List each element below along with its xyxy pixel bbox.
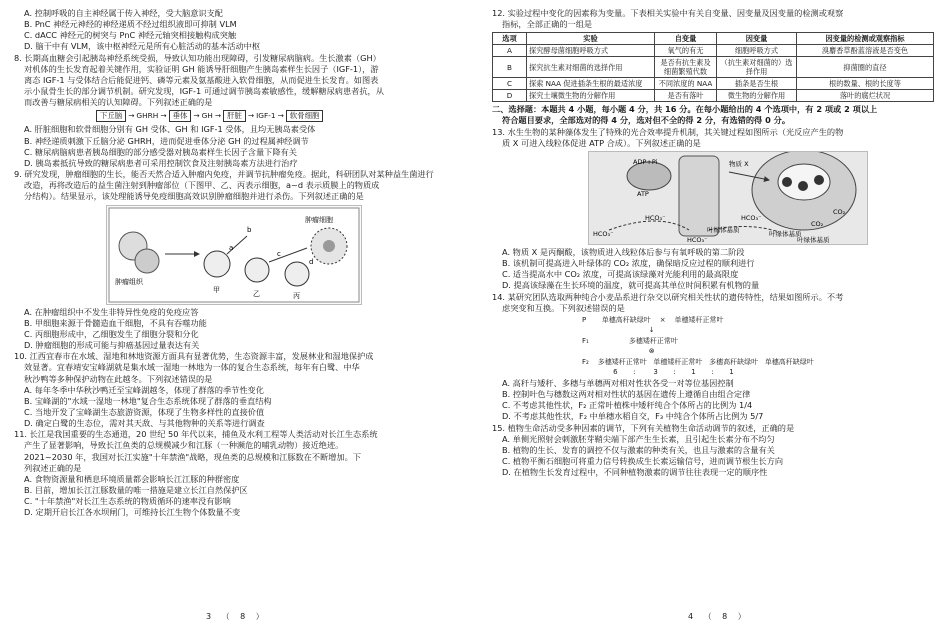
arrow-icon: → — [193, 111, 200, 121]
question-text: 14. 某研究团队选取两种纯合小麦品系进行杂交以研究相关性状的遗传特性，结果如图所示。不考 — [492, 291, 844, 302]
label-stroma: 叶绿体基质 — [707, 225, 740, 234]
option-line: A. 在肿瘤组织中不发生非特异性免疫的免疫应答 — [24, 306, 199, 317]
label-co2: CO₂ — [833, 207, 846, 216]
question-text: 秋沙鸭等多种保护动物在此越冬。下列叙述错误的是 — [24, 373, 213, 384]
question-13 — [492, 127, 934, 292]
label-d: d — [309, 257, 314, 266]
label-tumor-tissue: 肿瘤组织 — [115, 277, 143, 286]
table-header-row — [493, 33, 934, 45]
section-heading: 符合题目要求，全部选对的得 4 分，选对但不全的得 2 分，有选错的得 0 分。 — [502, 115, 791, 126]
table-header: 选项 — [493, 33, 527, 45]
option-line: A. 物质 X 是丙酮酸，该物质进入线粒体后参与有氧呼吸的第二阶段 — [502, 246, 745, 257]
q7-options — [14, 8, 456, 53]
option-line: A. 肝脏细胞和软骨细胞分别有 GH 受体、GH 和 IGF-1 受体，且均无胰岛素受体 — [24, 124, 316, 135]
question-text: 而改善与糖尿病相关的认知障碍。下列叙述正确的是 — [24, 97, 213, 108]
table-cell: 探究酵母菌细胞呼吸方式 — [527, 45, 655, 57]
table-row — [493, 57, 934, 78]
table-row — [493, 45, 934, 57]
table-header: 自变量 — [655, 33, 717, 45]
question-text: 12. 实验过程中变化的因素称为变量。下表相关实验中有关自变量、因变量及因变量的检测或观察 — [492, 8, 844, 18]
algae-mechanism-figure — [588, 151, 868, 245]
option-line: C. "十年禁渔"对长江生态系统的物质循环的速率没有影响 — [24, 496, 231, 507]
table-cell: 插条是否生根 — [717, 78, 797, 90]
table-cell: C — [493, 78, 527, 90]
question-11 — [14, 429, 456, 518]
question-12 — [492, 8, 934, 102]
arrow-icon: → — [277, 111, 284, 121]
genetics-cross-diagram — [582, 315, 934, 378]
table-cell: B — [493, 57, 527, 78]
table-cell: 探究抗生素对细菌的选择作用 — [527, 57, 655, 78]
question-text: 2021~2030 年，我国对长江实施"十年禁渔"战略，现鱼类的总规模和江豚数在不断增加。下 — [24, 451, 362, 462]
flow-node: 垂体 — [169, 110, 192, 122]
table-cell: 落叶的腐烂状况 — [797, 90, 934, 102]
question-text: 8. 长期高血糖会引起胰岛神经系统受损，导致认知功能出现障碍，引发糖尿病脑病。生长激素（GH） — [14, 52, 381, 63]
table-header: 实验 — [527, 33, 655, 45]
option-line: D. 肿瘤细胞的形成可能与抑癌基因过量表达有关 — [24, 340, 200, 351]
option-line: D. 不考虑其他性状，F₂ 中单穗水稻自交，F₃ 中纯合个体所占比例为 5/7 — [502, 411, 764, 422]
question-9 — [14, 169, 456, 351]
question-text: 产生了显著影响，导致长江鱼类的总规模减少和江豚（一种濒危的哺乳动物）接近绝迹。 — [24, 440, 344, 451]
table-row — [493, 78, 934, 90]
label-adp-pi: ADP+Pi — [633, 157, 658, 166]
table-cell: 细胞呼吸方式 — [717, 45, 797, 57]
section-2-instructions — [492, 104, 934, 126]
option-line: D. 提高该绿藻在生长环境的温度，就可提高其单位时间积累有机物的量 — [502, 280, 760, 291]
option-line: A. 高秆与矮秆、多穗与单穗两对相对性状各受一对等位基因控制 — [502, 377, 734, 388]
question-text: 质 X 可进入线粒体促进 ATP 合成）。下列叙述正确的是 — [502, 137, 701, 148]
question-text: 10. 江西宜春市在水域、湿地和林地资源方面具有显著优势，生态资源丰富，发展林业和湿地保护成 — [14, 351, 374, 362]
option-line: A. 每年冬季中华秋沙鸭迁至宝峰湖越冬，体现了群落的季节性变化 — [24, 384, 264, 395]
label-cell-yi: 乙 — [253, 289, 260, 298]
genetics-row: F₂ 多穗矮秆正常叶 单穗矮秆正常叶 多穗高秆缺绿叶 单穗高秆缺绿叶 — [582, 357, 814, 366]
arrow-icon: → — [160, 111, 167, 121]
option-line: C. dACC 神经元的树突与 PnC 神经元轴突相接触构成突触 — [24, 30, 237, 41]
genetics-row: P 单穗高秆缺绿叶 × 单穗矮秆正常叶 — [582, 315, 724, 324]
option-line: B. 甲细胞来源于骨髓造血干细胞，不具有吞噬功能 — [24, 317, 207, 328]
question-text: 改造，再将改造后的益生菌注射到肿瘤部位（下图甲、乙、丙表示细胞，a~d 表示质膜上的物质成 — [24, 180, 380, 191]
option-line: A. 食物资源量和栖息环境质量都会影响长江江豚的种群密度 — [24, 473, 240, 484]
table-cell: 微生物的分解作用 — [717, 90, 797, 102]
option-line: B. PnC 神经元神经的神经递质不经过组织液即可抑制 VLM — [24, 19, 237, 30]
algae-diagram-svg — [589, 152, 867, 244]
experiment-table — [492, 32, 934, 102]
question-text: 13. 水生生物的某种藻体发生了特殊的光合效率提升机制，其关键过程如图所示（光反应产生的物 — [492, 126, 844, 137]
immune-cell-figure — [106, 205, 362, 305]
label-stroma: 叶绿体基质 — [797, 235, 830, 244]
question-text: 15. 植物生命活动受多种因素的调节，下列有关植物生命活动调节的叙述，正确的是 — [492, 422, 795, 433]
option-line: D. 脑干中有 VLM，该中枢神经元是所有心脏活动的基本活动中枢 — [24, 41, 261, 52]
flow-node: GHRH — [136, 111, 159, 121]
flow-node: GH — [201, 111, 213, 121]
page-number: 4 （ 8 ） — [688, 612, 750, 621]
table-row — [493, 90, 934, 102]
label-co2: CO₂ — [811, 219, 824, 228]
table-cell: （抗生素对细菌的）选择作用 — [717, 57, 797, 78]
arrow-icon: → — [214, 111, 222, 121]
question-text: 虑突变和互换。下列叙述错误的是 — [502, 302, 625, 313]
question-text: 列叙述正确的是 — [24, 462, 82, 473]
genetics-row: ⊗ — [582, 347, 655, 356]
question-text: 9. 研究发现，肿瘤细胞的生长，能否天然合适入肿瘤内免疫，并调节抗肿瘤免疫。据此，科研团队对某种益生菌进行 — [14, 169, 434, 180]
genetics-row: 6 : 3 : 1 : 1 — [582, 368, 734, 377]
arrow-icon: → — [247, 111, 255, 121]
table-cell: 溴麝香草酚蓝溶液是否变色 — [797, 45, 934, 57]
option-line: D. 在植物生长发育过程中，不同种植物激素的调节往往表现一定的顺序性 — [502, 467, 768, 478]
genetics-row: ↓ — [582, 326, 655, 335]
question-text: 11. 长江是我国重要的生态通道，20 世纪 50 年代以来，捕鱼及水利工程等人类活动对长江生态系统 — [14, 429, 378, 440]
label-hco3: HCO₃⁻ — [687, 235, 708, 244]
option-line: C. 不考虑其他性状，F₂ 正常叶植株中矮秆纯合个体所占的比例为 1/4 — [502, 400, 753, 411]
label-substance-x: 物质 X — [729, 159, 749, 168]
question-text: 分结构）。结果显示，该处理能诱导免疫细胞高效识别肿瘤细胞并进行杀伤。下列叙述正确的是 — [24, 191, 364, 202]
option-line: A. 控制呼吸的自主神经属于传入神经，受大脑意识支配 — [24, 8, 223, 18]
label-cell-jia: 甲 — [213, 285, 220, 294]
hormone-flow-diagram — [96, 110, 456, 122]
option-line: C. 植物平衡石细胞可将重力信号转换成生长素运输信号，进而调节根生长方向 — [502, 455, 784, 466]
table-cell: 探索 NAA 促进插条生根的最适浓度 — [527, 78, 655, 90]
left-page-column — [14, 8, 456, 620]
table-cell: 抑菌圈的直径 — [797, 57, 934, 78]
option-line: A. 单侧光照射会刺激胚芽鞘尖端下部产生生长素，且引起生长素分布不均匀 — [502, 433, 775, 444]
label-b: b — [247, 225, 252, 234]
option-line: B. 宝峰湖的"水域一湿地一林地"复合生态系统体现了群落的垂直结构 — [24, 395, 272, 406]
table-cell: A — [493, 45, 527, 57]
option-line: C. 适当提高水中 CO₂ 浓度，可提高该绿藻对光能利用的最高限度 — [502, 269, 739, 280]
flow-node: IGF-1 — [256, 111, 276, 121]
table-cell: D — [493, 90, 527, 102]
question-15 — [492, 423, 934, 479]
question-text: 指标，全部正确的一组是 — [502, 19, 593, 30]
label-tumor-cell: 肿瘤细胞 — [305, 215, 333, 224]
option-line: D. 胰岛素抵抗导致的糖尿病患者可采用控制饮食及注射胰岛素方法进行治疗 — [24, 157, 298, 168]
label-cell-bing: 丙 — [293, 291, 300, 300]
table-cell: 探究土壤微生物的分解作用 — [527, 90, 655, 102]
label-hco3: HCO₃⁻ — [593, 229, 614, 238]
label-hco3: HCO₃⁻ — [645, 213, 666, 222]
table-header: 因变量的检测或观察指标 — [797, 33, 934, 45]
genetics-row: F₁ 多穗矮秆正常叶 — [582, 336, 678, 345]
option-line: D. 确定白鹭的生态位，需对其天敌、与其他物种的关系等进行调查 — [24, 418, 265, 429]
question-8 — [14, 53, 456, 169]
immune-diagram-svg — [107, 206, 361, 304]
option-line: B. 植物的生长、发育的调控不仅与激素的种类有关，也且与激素的含量有关 — [502, 444, 775, 455]
right-page-column — [492, 8, 934, 620]
label-a: a — [229, 243, 234, 252]
arrow-icon: → — [128, 111, 135, 121]
table-cell: 是否有抗生素及细菌繁殖代数 — [655, 57, 717, 78]
question-text: 离态 IGF-1 与受体结合后能促进钙、磷等元素及氨基酸进入软骨细胞，从而促进生长发育。如图表 — [24, 74, 379, 85]
flow-node: 下丘脑 — [96, 110, 126, 122]
page-number: 3 （ 8 ） — [206, 612, 268, 621]
option-line: C. 当地开发了宝峰湖生态旅游资源，体现了生物多样性的直接价值 — [24, 406, 265, 417]
table-cell: 是否有落叶 — [655, 90, 717, 102]
option-line: B. 该机制可提高进入叶绿体的 CO₂ 浓度，确保暗反应过程的顺利进行 — [502, 258, 755, 269]
option-line: C. 糖尿病脑病患者胰岛细胞的部分感受器对胰岛素样生长因子含量下降有关 — [24, 146, 297, 157]
option-line: C. 丙细胞形成中，乙细胞发生了细胞分裂和分化 — [24, 328, 199, 339]
table-cell: 氧气的有无 — [655, 45, 717, 57]
flow-node: 软骨细胞 — [286, 110, 324, 122]
label-stroma: 叶绿体基质 — [769, 229, 802, 238]
question-text: 示小鼠骨生长的部分调节机制。研究发现，IGF-1 可通过调节胰岛素敏感性，缓解糖尿病患者抗，从 — [24, 86, 384, 97]
flow-node: 肝脏 — [223, 110, 246, 122]
question-14 — [492, 292, 934, 423]
table-cell: 根的数量、根的长度等 — [797, 78, 934, 90]
question-10 — [14, 351, 456, 429]
table-header: 因变量 — [717, 33, 797, 45]
label-hco3: HCO₃⁻ — [741, 213, 762, 222]
label-atp: ATP — [637, 189, 649, 198]
table-cell: 不同浓度的 NAA — [655, 78, 717, 90]
option-line: B. 控制叶色与穗数这两对相对性状的基因在遗传上遵循自由组合定律 — [502, 389, 751, 400]
section-heading: 二、选择题：本题共 4 小题，每小题 4 分，共 16 分。在每小题给出的 4 个选项中，有 2 项或 2 项以上 — [492, 104, 878, 115]
option-line: D. 定期开启长江各水坝闸门，可维持长江生物个体数量不变 — [24, 507, 241, 518]
option-line: B. 目前，增加长江江豚数量的唯一措施是建立长江自然保护区 — [24, 485, 248, 496]
option-line: B. 神经递质刺激下丘脑分泌 GHRH，进而促进垂体分泌 GH 的过程属神经调节 — [24, 135, 309, 146]
label-c: c — [277, 249, 281, 258]
question-text: 效显著。宜春靖安宝峰湖就是集水域一湿地一林地为一体的复合生态系统，每年有白鹭、中华 — [24, 362, 360, 373]
question-text: 对机体的生长发育起着关键作用，实验证明 GH 能诱导肝细胞产生胰岛素样生长因子（IGF-1），游 — [24, 63, 379, 74]
